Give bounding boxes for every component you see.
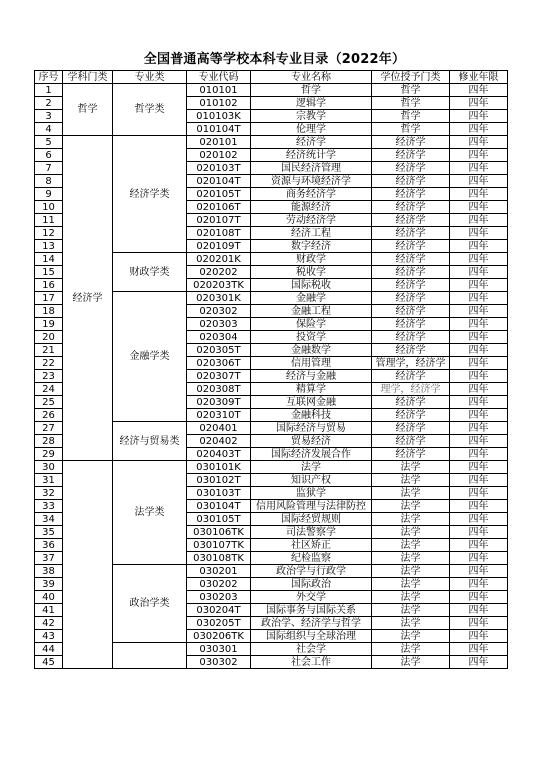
- row-number: 45: [35, 656, 63, 669]
- major-code: 020105T: [187, 188, 251, 201]
- header-code: 专业代码: [187, 71, 251, 84]
- degree-type: 经济学: [372, 175, 450, 188]
- major-name: 金融学: [251, 292, 372, 305]
- row-number: 25: [35, 396, 63, 409]
- row-number: 2: [35, 97, 63, 110]
- degree-type: 经济学: [372, 201, 450, 214]
- study-years: 四年: [450, 201, 508, 214]
- study-years: 四年: [450, 175, 508, 188]
- major-name: 监狱学: [251, 487, 372, 500]
- degree-type: 经济学: [372, 188, 450, 201]
- major-name: 金融工程: [251, 305, 372, 318]
- degree-type: 法学: [372, 604, 450, 617]
- study-years: 四年: [450, 136, 508, 149]
- degree-type: 法学: [372, 539, 450, 552]
- major-name: 国际经济与贸易: [251, 422, 372, 435]
- degree-type: 法学: [372, 487, 450, 500]
- row-number: 14: [35, 253, 63, 266]
- major-code: 020309T: [187, 396, 251, 409]
- major-name: 宗教学: [251, 110, 372, 123]
- study-years: 四年: [450, 292, 508, 305]
- degree-type: 经济学: [372, 240, 450, 253]
- study-years: 四年: [450, 370, 508, 383]
- major-code: 020308T: [187, 383, 251, 396]
- major-code: 030202: [187, 578, 251, 591]
- degree-type: 法学: [372, 643, 450, 656]
- major-code: 020109T: [187, 240, 251, 253]
- major-name: 经济学: [251, 136, 372, 149]
- major-code: 020304: [187, 331, 251, 344]
- degree-type: 经济学: [372, 435, 450, 448]
- row-number: 3: [35, 110, 63, 123]
- major-name: 贸易经济: [251, 435, 372, 448]
- major-code: 020107T: [187, 214, 251, 227]
- major-code: 020101: [187, 136, 251, 149]
- degree-type: 哲学: [372, 110, 450, 123]
- major-code: 030106TK: [187, 526, 251, 539]
- major-name: 财政学: [251, 253, 372, 266]
- page-title: 全国普通高等学校本科专业目录（2022年）: [143, 52, 406, 67]
- row-number: 38: [35, 565, 63, 578]
- row-number: 44: [35, 643, 63, 656]
- major-name: 政治学与行政学: [251, 565, 372, 578]
- degree-type: 法学: [372, 656, 450, 669]
- row-number: 41: [35, 604, 63, 617]
- study-years: 四年: [450, 643, 508, 656]
- major-name: 逻辑学: [251, 97, 372, 110]
- degree-type: 经济学: [372, 162, 450, 175]
- header-category: 专业类: [113, 71, 187, 84]
- study-years: 四年: [450, 331, 508, 344]
- row-number: 32: [35, 487, 63, 500]
- major-code: 030102T: [187, 474, 251, 487]
- major-code: 010102: [187, 97, 251, 110]
- major-code: 030206TK: [187, 630, 251, 643]
- major-name: 税收学: [251, 266, 372, 279]
- major-name: 伦理学: [251, 123, 372, 136]
- major-code: 020306T: [187, 357, 251, 370]
- major-name: 金融数学: [251, 344, 372, 357]
- major-code: 030108TK: [187, 552, 251, 565]
- study-years: 四年: [450, 513, 508, 526]
- degree-type: 法学: [372, 513, 450, 526]
- row-number: 9: [35, 188, 63, 201]
- major-code: 030104T: [187, 500, 251, 513]
- study-years: 四年: [450, 162, 508, 175]
- degree-type: 理学，经济学: [372, 383, 450, 396]
- study-years: 四年: [450, 305, 508, 318]
- degree-type: 哲学: [372, 97, 450, 110]
- row-number: 10: [35, 201, 63, 214]
- study-years: 四年: [450, 448, 508, 461]
- major-code: 010103K: [187, 110, 251, 123]
- degree-type: 经济学: [372, 422, 450, 435]
- study-years: 四年: [450, 318, 508, 331]
- degree-type: 经济学: [372, 136, 450, 149]
- study-years: 四年: [450, 461, 508, 474]
- major-name: 国际政治: [251, 578, 372, 591]
- row-number: 42: [35, 617, 63, 630]
- study-years: 四年: [450, 617, 508, 630]
- row-number: 1: [35, 84, 63, 97]
- major-name: 社会学: [251, 643, 372, 656]
- degree-type: 哲学: [372, 123, 450, 136]
- row-number: 36: [35, 539, 63, 552]
- row-number: 7: [35, 162, 63, 175]
- degree-type: 经济学: [372, 279, 450, 292]
- major-code: 020202: [187, 266, 251, 279]
- study-years: 四年: [450, 578, 508, 591]
- major-name: 信用管理: [251, 357, 372, 370]
- study-years: 四年: [450, 435, 508, 448]
- row-number: 13: [35, 240, 63, 253]
- degree-type: 法学: [372, 500, 450, 513]
- catalog-body: [35, 84, 508, 669]
- row-number: 22: [35, 357, 63, 370]
- major-name: 哲学: [251, 84, 372, 97]
- row-number: 29: [35, 448, 63, 461]
- major-code: 020302: [187, 305, 251, 318]
- row-number: 40: [35, 591, 63, 604]
- major-name: 资源与环境经济学: [251, 175, 372, 188]
- degree-type: 经济学: [372, 214, 450, 227]
- row-number: 11: [35, 214, 63, 227]
- degree-type: 经济学: [372, 292, 450, 305]
- degree-type: 经济学: [372, 396, 450, 409]
- degree-type: 经济学: [372, 305, 450, 318]
- row-number: 30: [35, 461, 63, 474]
- row-number: 18: [35, 305, 63, 318]
- degree-type: 法学: [372, 474, 450, 487]
- row-number: 23: [35, 370, 63, 383]
- table-row: [35, 84, 508, 97]
- degree-type: 经济学: [372, 409, 450, 422]
- major-code: 020103T: [187, 162, 251, 175]
- study-years: 四年: [450, 630, 508, 643]
- degree-type: 经济学: [372, 227, 450, 240]
- major-name: 保险学: [251, 318, 372, 331]
- category-cell: 法学类: [113, 461, 187, 565]
- degree-type: 哲学: [372, 84, 450, 97]
- category-cell: 金融学类: [113, 292, 187, 422]
- major-code: 020106T: [187, 201, 251, 214]
- study-years: 四年: [450, 97, 508, 110]
- major-name: 信用风险管理与法律防控: [251, 500, 372, 513]
- major-code: 010104T: [187, 123, 251, 136]
- major-name: 投资学: [251, 331, 372, 344]
- major-code: 010101: [187, 84, 251, 97]
- major-name: 经济工程: [251, 227, 372, 240]
- major-name: 经济统计学: [251, 149, 372, 162]
- degree-type: 法学: [372, 578, 450, 591]
- study-years: 四年: [450, 396, 508, 409]
- discipline-cell: 经济学: [63, 136, 113, 461]
- major-code: 020203TK: [187, 279, 251, 292]
- row-number: 8: [35, 175, 63, 188]
- category-cell: [113, 643, 187, 669]
- row-number: 43: [35, 630, 63, 643]
- major-name: 劳动经济学: [251, 214, 372, 227]
- major-name: 国际经济发展合作: [251, 448, 372, 461]
- study-years: 四年: [450, 383, 508, 396]
- degree-type: 经济学: [372, 253, 450, 266]
- degree-type: 经济学: [372, 344, 450, 357]
- major-code: 030204T: [187, 604, 251, 617]
- major-code: 030205T: [187, 617, 251, 630]
- major-code: 030201: [187, 565, 251, 578]
- row-number: 33: [35, 500, 63, 513]
- major-name: 互联网金融: [251, 396, 372, 409]
- degree-type: 法学: [372, 461, 450, 474]
- row-number: 19: [35, 318, 63, 331]
- row-number: 15: [35, 266, 63, 279]
- major-code: 030301: [187, 643, 251, 656]
- study-years: 四年: [450, 110, 508, 123]
- row-number: 16: [35, 279, 63, 292]
- study-years: 四年: [450, 279, 508, 292]
- degree-type: 法学: [372, 526, 450, 539]
- major-code: 020102: [187, 149, 251, 162]
- study-years: 四年: [450, 188, 508, 201]
- major-code: 020310T: [187, 409, 251, 422]
- category-cell: 经济学类: [113, 136, 187, 253]
- major-code: 030101K: [187, 461, 251, 474]
- major-code: 020403T: [187, 448, 251, 461]
- degree-type: 法学: [372, 552, 450, 565]
- major-name: 纪检监察: [251, 552, 372, 565]
- study-years: 四年: [450, 500, 508, 513]
- study-years: 四年: [450, 604, 508, 617]
- study-years: 四年: [450, 123, 508, 136]
- major-code: 030103T: [187, 487, 251, 500]
- row-number: 4: [35, 123, 63, 136]
- header-name: 专业名称: [251, 71, 372, 84]
- row-number: 12: [35, 227, 63, 240]
- degree-type: 经济学: [372, 318, 450, 331]
- major-name: 经济与金融: [251, 370, 372, 383]
- major-name: 精算学: [251, 383, 372, 396]
- row-number: 27: [35, 422, 63, 435]
- degree-type: 法学: [372, 617, 450, 630]
- major-name: 司法警察学: [251, 526, 372, 539]
- major-code: 020402: [187, 435, 251, 448]
- study-years: 四年: [450, 84, 508, 97]
- degree-type: 经济学: [372, 331, 450, 344]
- row-number: 39: [35, 578, 63, 591]
- row-number: 34: [35, 513, 63, 526]
- study-years: 四年: [450, 344, 508, 357]
- study-years: 四年: [450, 357, 508, 370]
- row-number: 6: [35, 149, 63, 162]
- discipline-cell: [63, 461, 113, 669]
- study-years: 四年: [450, 409, 508, 422]
- header-discipline: 学科门类: [63, 71, 113, 84]
- major-code: 020307T: [187, 370, 251, 383]
- category-cell: 政治学类: [113, 565, 187, 643]
- major-code: 020305T: [187, 344, 251, 357]
- major-code: 030107TK: [187, 539, 251, 552]
- study-years: 四年: [450, 474, 508, 487]
- row-number: 35: [35, 526, 63, 539]
- study-years: 四年: [450, 240, 508, 253]
- study-years: 四年: [450, 591, 508, 604]
- major-name: 政治学、经济学与哲学: [251, 617, 372, 630]
- study-years: 四年: [450, 149, 508, 162]
- major-name: 外交学: [251, 591, 372, 604]
- major-name: 国际经贸规则: [251, 513, 372, 526]
- row-number: 5: [35, 136, 63, 149]
- major-code: 020108T: [187, 227, 251, 240]
- degree-type: 管理学，经济学: [372, 357, 450, 370]
- study-years: 四年: [450, 656, 508, 669]
- table-row: [35, 461, 508, 474]
- major-code: 020201K: [187, 253, 251, 266]
- row-number: 28: [35, 435, 63, 448]
- major-name: 社会工作: [251, 656, 372, 669]
- major-name: 社区矫正: [251, 539, 372, 552]
- major-name: 金融科技: [251, 409, 372, 422]
- category-cell: 经济与贸易类: [113, 422, 187, 461]
- header-row: [35, 71, 508, 84]
- study-years: 四年: [450, 214, 508, 227]
- header-no: 序号: [35, 71, 63, 84]
- row-number: 37: [35, 552, 63, 565]
- degree-type: 经济学: [372, 448, 450, 461]
- header-degree: 学位授予门类: [372, 71, 450, 84]
- study-years: 四年: [450, 539, 508, 552]
- major-code: 020104T: [187, 175, 251, 188]
- category-cell: 财政学类: [113, 253, 187, 292]
- study-years: 四年: [450, 253, 508, 266]
- major-name: 法学: [251, 461, 372, 474]
- major-code: 020401: [187, 422, 251, 435]
- table-row: [35, 136, 508, 149]
- degree-type: 经济学: [372, 370, 450, 383]
- major-name: 知识产权: [251, 474, 372, 487]
- category-cell: 哲学类: [113, 84, 187, 136]
- degree-type: 经济学: [372, 266, 450, 279]
- degree-type: 经济学: [372, 149, 450, 162]
- major-catalog-table: [34, 70, 508, 669]
- major-name: 国际事务与国际关系: [251, 604, 372, 617]
- row-number: 26: [35, 409, 63, 422]
- row-number: 17: [35, 292, 63, 305]
- major-name: 商务经济学: [251, 188, 372, 201]
- study-years: 四年: [450, 565, 508, 578]
- degree-type: 法学: [372, 630, 450, 643]
- study-years: 四年: [450, 552, 508, 565]
- header-years: 修业年限: [450, 71, 508, 84]
- discipline-cell: 哲学: [63, 84, 113, 136]
- major-code: 020303: [187, 318, 251, 331]
- major-name: 数字经济: [251, 240, 372, 253]
- study-years: 四年: [450, 526, 508, 539]
- major-code: 030105T: [187, 513, 251, 526]
- major-code: 030302: [187, 656, 251, 669]
- major-name: 国际税收: [251, 279, 372, 292]
- major-name: 能源经济: [251, 201, 372, 214]
- degree-type: 法学: [372, 565, 450, 578]
- degree-type: 法学: [372, 591, 450, 604]
- major-name: 国际组织与全球治理: [251, 630, 372, 643]
- major-code: 020301K: [187, 292, 251, 305]
- study-years: 四年: [450, 487, 508, 500]
- major-name: 国民经济管理: [251, 162, 372, 175]
- major-code: 030203: [187, 591, 251, 604]
- row-number: 20: [35, 331, 63, 344]
- row-number: 21: [35, 344, 63, 357]
- row-number: 31: [35, 474, 63, 487]
- study-years: 四年: [450, 422, 508, 435]
- row-number: 24: [35, 383, 63, 396]
- study-years: 四年: [450, 266, 508, 279]
- study-years: 四年: [450, 227, 508, 240]
